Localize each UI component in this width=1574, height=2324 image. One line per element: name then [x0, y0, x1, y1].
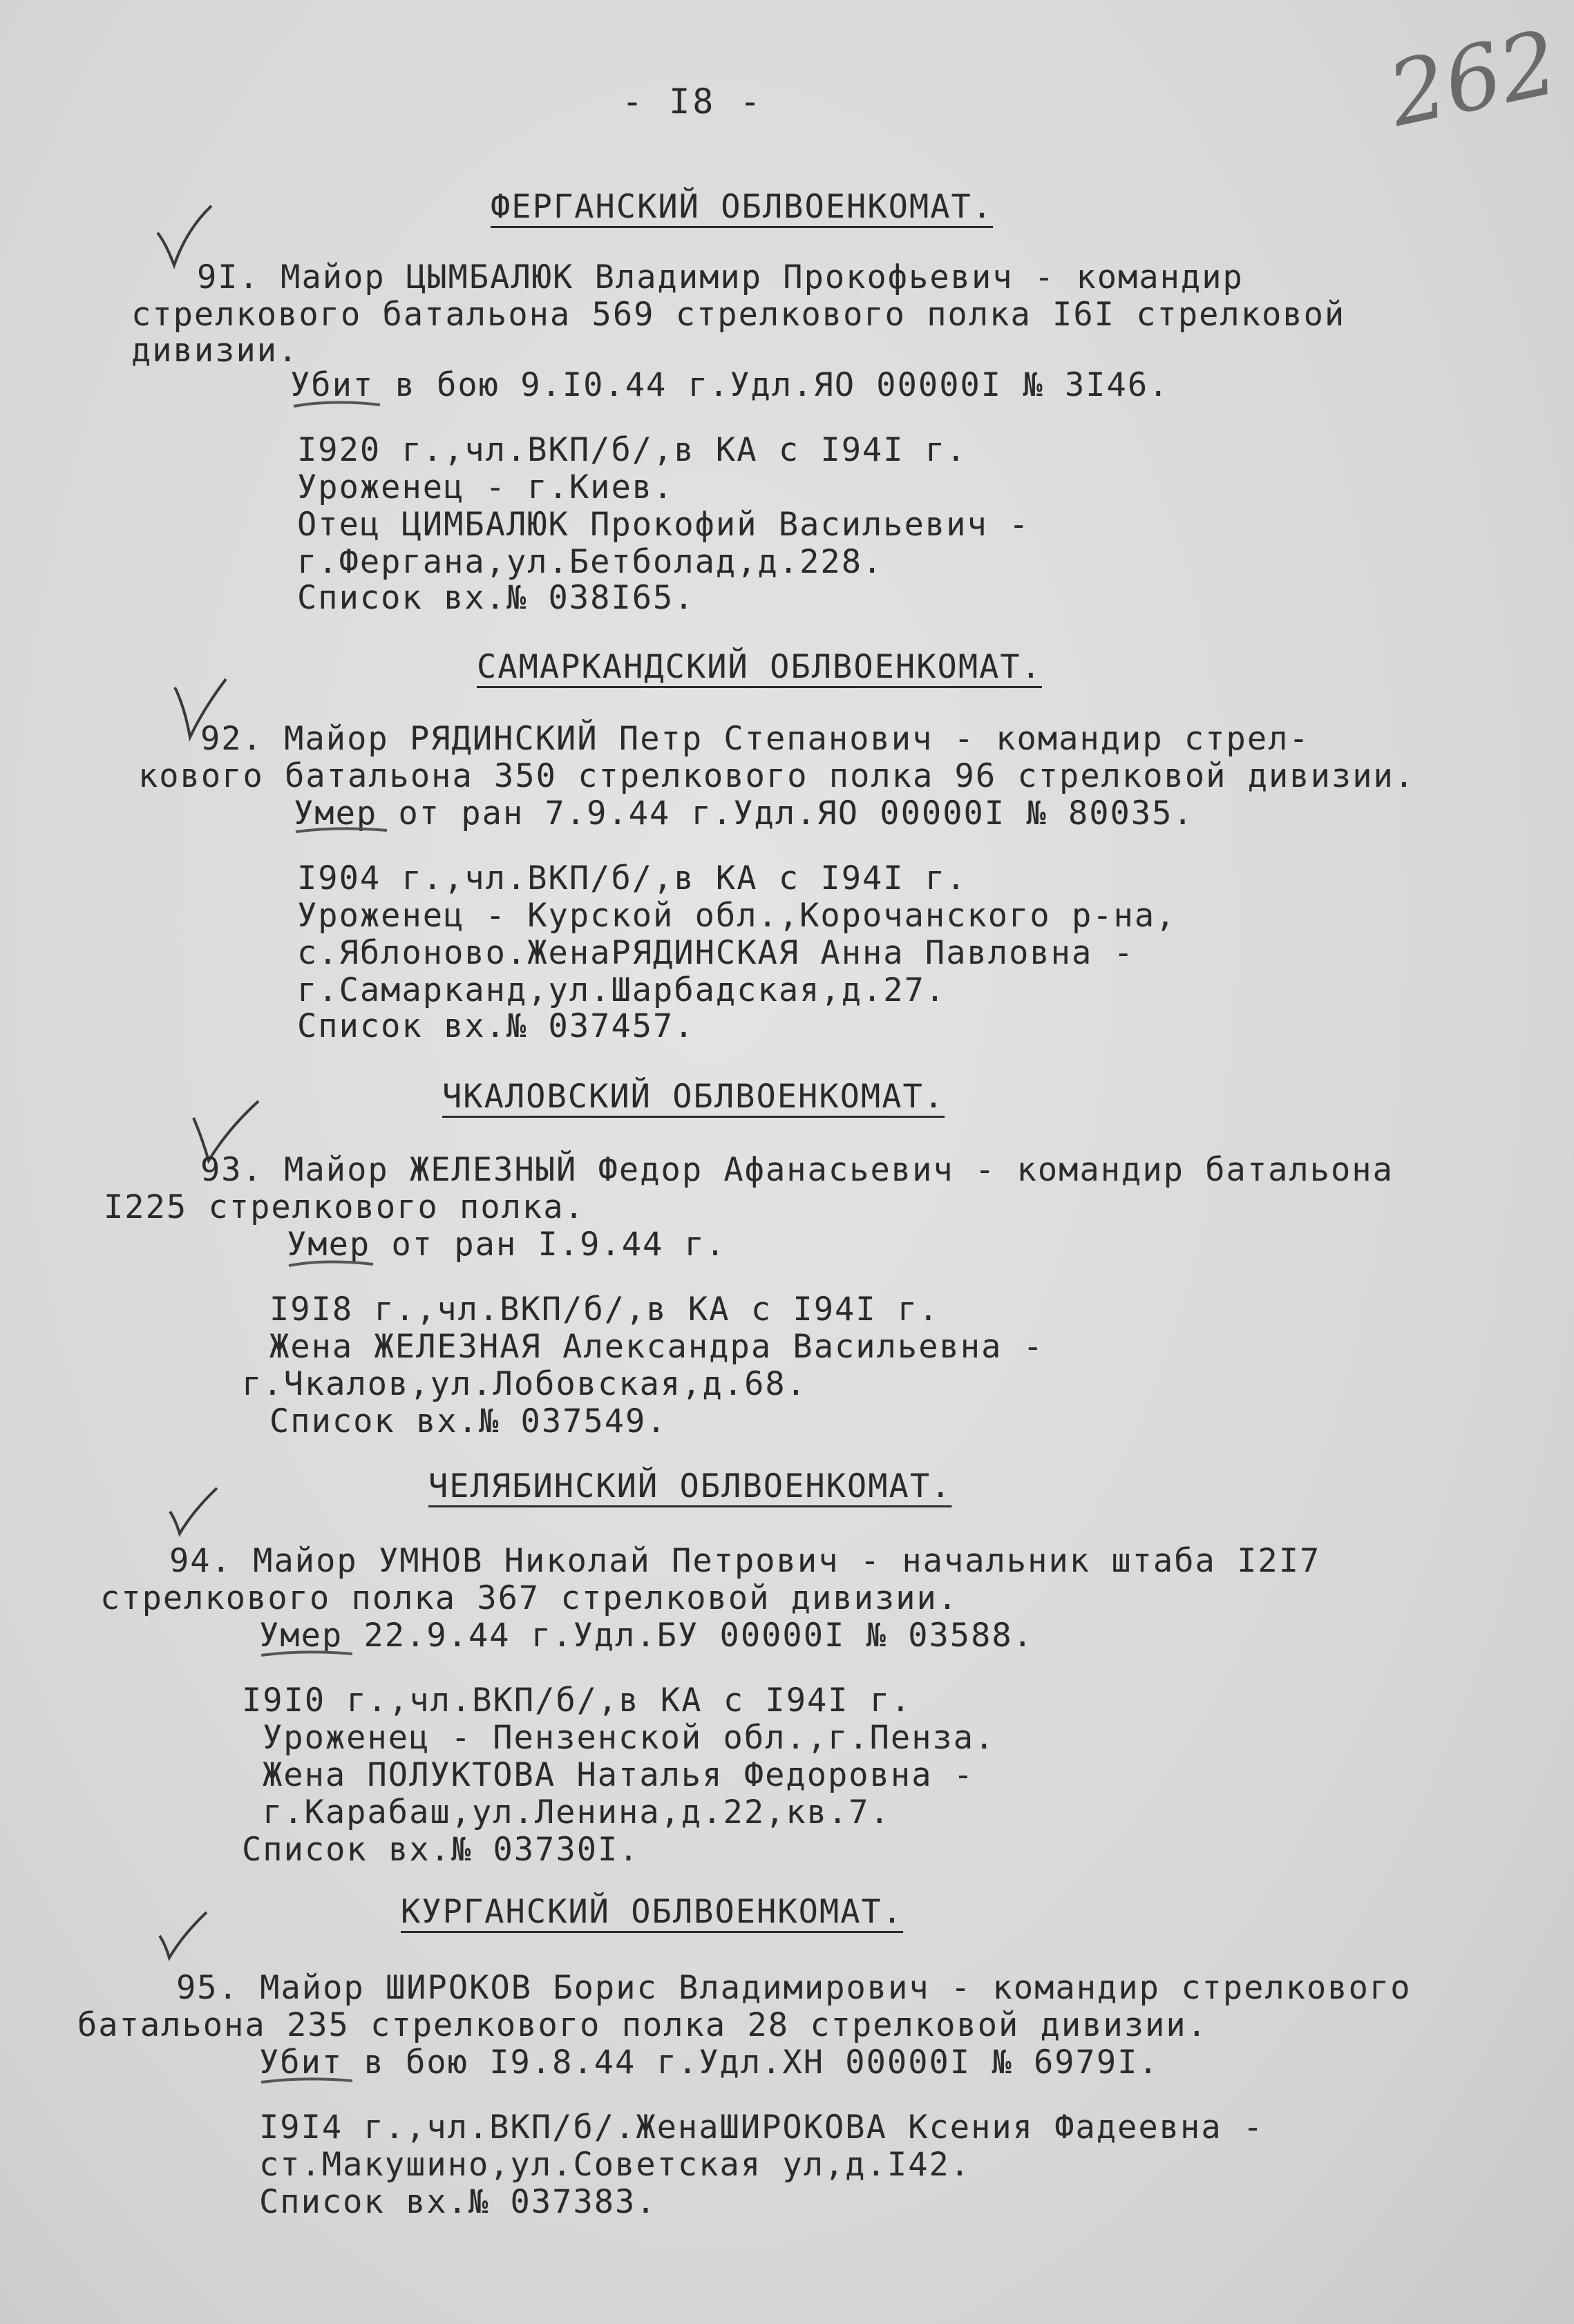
entry-line: стрелкового полка 367 стрелковой дивизии.: [100, 1579, 959, 1617]
bio-line: Список вх.№ 037383.: [259, 2183, 657, 2221]
bio-line: I9I4 г.,чл.ВКП/б/.ЖенаШИРОКОВА Ксения Фадеевна -: [259, 2108, 1264, 2146]
section-header: ФЕРГАНСКИЙ ОБЛВОЕНКОМАТ.: [491, 188, 994, 226]
entry-line: дивизии.: [131, 332, 299, 370]
bio-line: Список вх.№ 037457.: [297, 1007, 695, 1045]
bio-line: Список вх.№ 038I65.: [297, 579, 695, 617]
page-number: - I8 -: [622, 82, 764, 122]
bio-line: Жена ПОЛУКТОВА Наталья Федоровна -: [263, 1756, 975, 1794]
bio-line: Уроженец - г.Киев.: [297, 468, 674, 506]
death-record: Убит в бою 9.I0.44 г.Удл.ЯО 00000I № 3I46.: [290, 366, 1170, 404]
entry-line: кового батальона 350 стрелкового полка 96 стрелковой дивизии.: [138, 757, 1416, 795]
section-header: ЧЕЛЯБИНСКИЙ ОБЛВОЕНКОМАТ.: [428, 1467, 952, 1505]
entry-line: стрелкового батальона 569 стрелкового полка I6I стрелковой: [131, 296, 1346, 334]
bio-line: Уроженец - Курской обл.,Корочанского р-на,: [297, 897, 1177, 935]
bio-line: I9I0 г.,чл.ВКП/б/,в КА с I94I г.: [242, 1682, 912, 1720]
entry-line: батальона 235 стрелкового полка 28 стрелковой дивизии.: [77, 2006, 1208, 2044]
bio-line: г.Фергана,ул.Бетболад,д.228.: [297, 543, 884, 581]
bio-line: Отец ЦИМБАЛЮК Прокофий Васильевич -: [297, 506, 1030, 544]
section-header: ЧКАЛОВСКИЙ ОБЛВОЕНКОМАТ.: [442, 1078, 945, 1116]
bio-line: Список вх.№ 037549.: [269, 1402, 667, 1440]
death-record: Умер 22.9.44 г.Удл.БУ 00000I № 03588.: [259, 1617, 1034, 1655]
entry-line: I225 стрелкового полка.: [104, 1188, 585, 1226]
bio-line: I9I8 г.,чл.ВКП/б/,в КА с I94I г.: [269, 1290, 940, 1328]
bio-line: с.Яблоново.ЖенаРЯДИНСКАЯ Анна Павловна -: [297, 934, 1135, 972]
section-header: САМАРКАНДСКИЙ ОБЛВОЕНКОМАТ.: [477, 648, 1043, 686]
entry-line: 95. Майор ШИРОКОВ Борис Владимирович - командир стрелкового: [176, 1969, 1412, 2007]
death-record: Умер от ран 7.9.44 г.Удл.ЯО 00000I № 80035.: [294, 794, 1194, 832]
bio-line: Список вх.№ 03730I.: [242, 1831, 640, 1869]
entry-line: 94. Майор УМНОВ Николай Петрович - начальник штаба I2I7: [169, 1542, 1321, 1580]
bio-line: г.Самарканд,ул.Шарбадская,д.27.: [297, 971, 947, 1009]
bio-line: I920 г.,чл.ВКП/б/,в КА с I94I г.: [297, 431, 967, 469]
entry-line: 9I. Майор ЦЫМБАЛЮК Владимир Прокофьевич - командир: [197, 258, 1244, 296]
entry-line: 93. Майор ЖЕЛЕЗНЫЙ Федор Афанасьевич - командир батальона: [200, 1151, 1394, 1189]
entry-line: 92. Майор РЯДИНСКИЙ Петр Степанович - командир стрел-: [200, 720, 1310, 758]
bio-line: г.Карабаш,ул.Ленина,д.22,кв.7.: [263, 1793, 891, 1831]
section-header: КУРГАНСКИЙ ОБЛВОЕНКОМАТ.: [401, 1893, 904, 1931]
bio-line: Уроженец - Пензенской обл.,г.Пенза.: [263, 1719, 996, 1757]
bio-line: г.Чкалов,ул.Лобовская,д.68.: [242, 1365, 808, 1403]
bio-line: I904 г.,чл.ВКП/б/,в КА с I94I г.: [297, 859, 967, 897]
bio-line: ст.Макушино,ул.Советская ул,д.I42.: [259, 2146, 971, 2184]
archive-number: 262: [1380, 11, 1567, 147]
bio-line: Жена ЖЕЛЕЗНАЯ Александра Васильевна -: [269, 1328, 1044, 1366]
death-record: Убит в бою I9.8.44 г.Удл.ХН 00000I № 6979I.: [259, 2044, 1159, 2082]
death-record: Умер от ран I.9.44 г.: [287, 1226, 727, 1264]
